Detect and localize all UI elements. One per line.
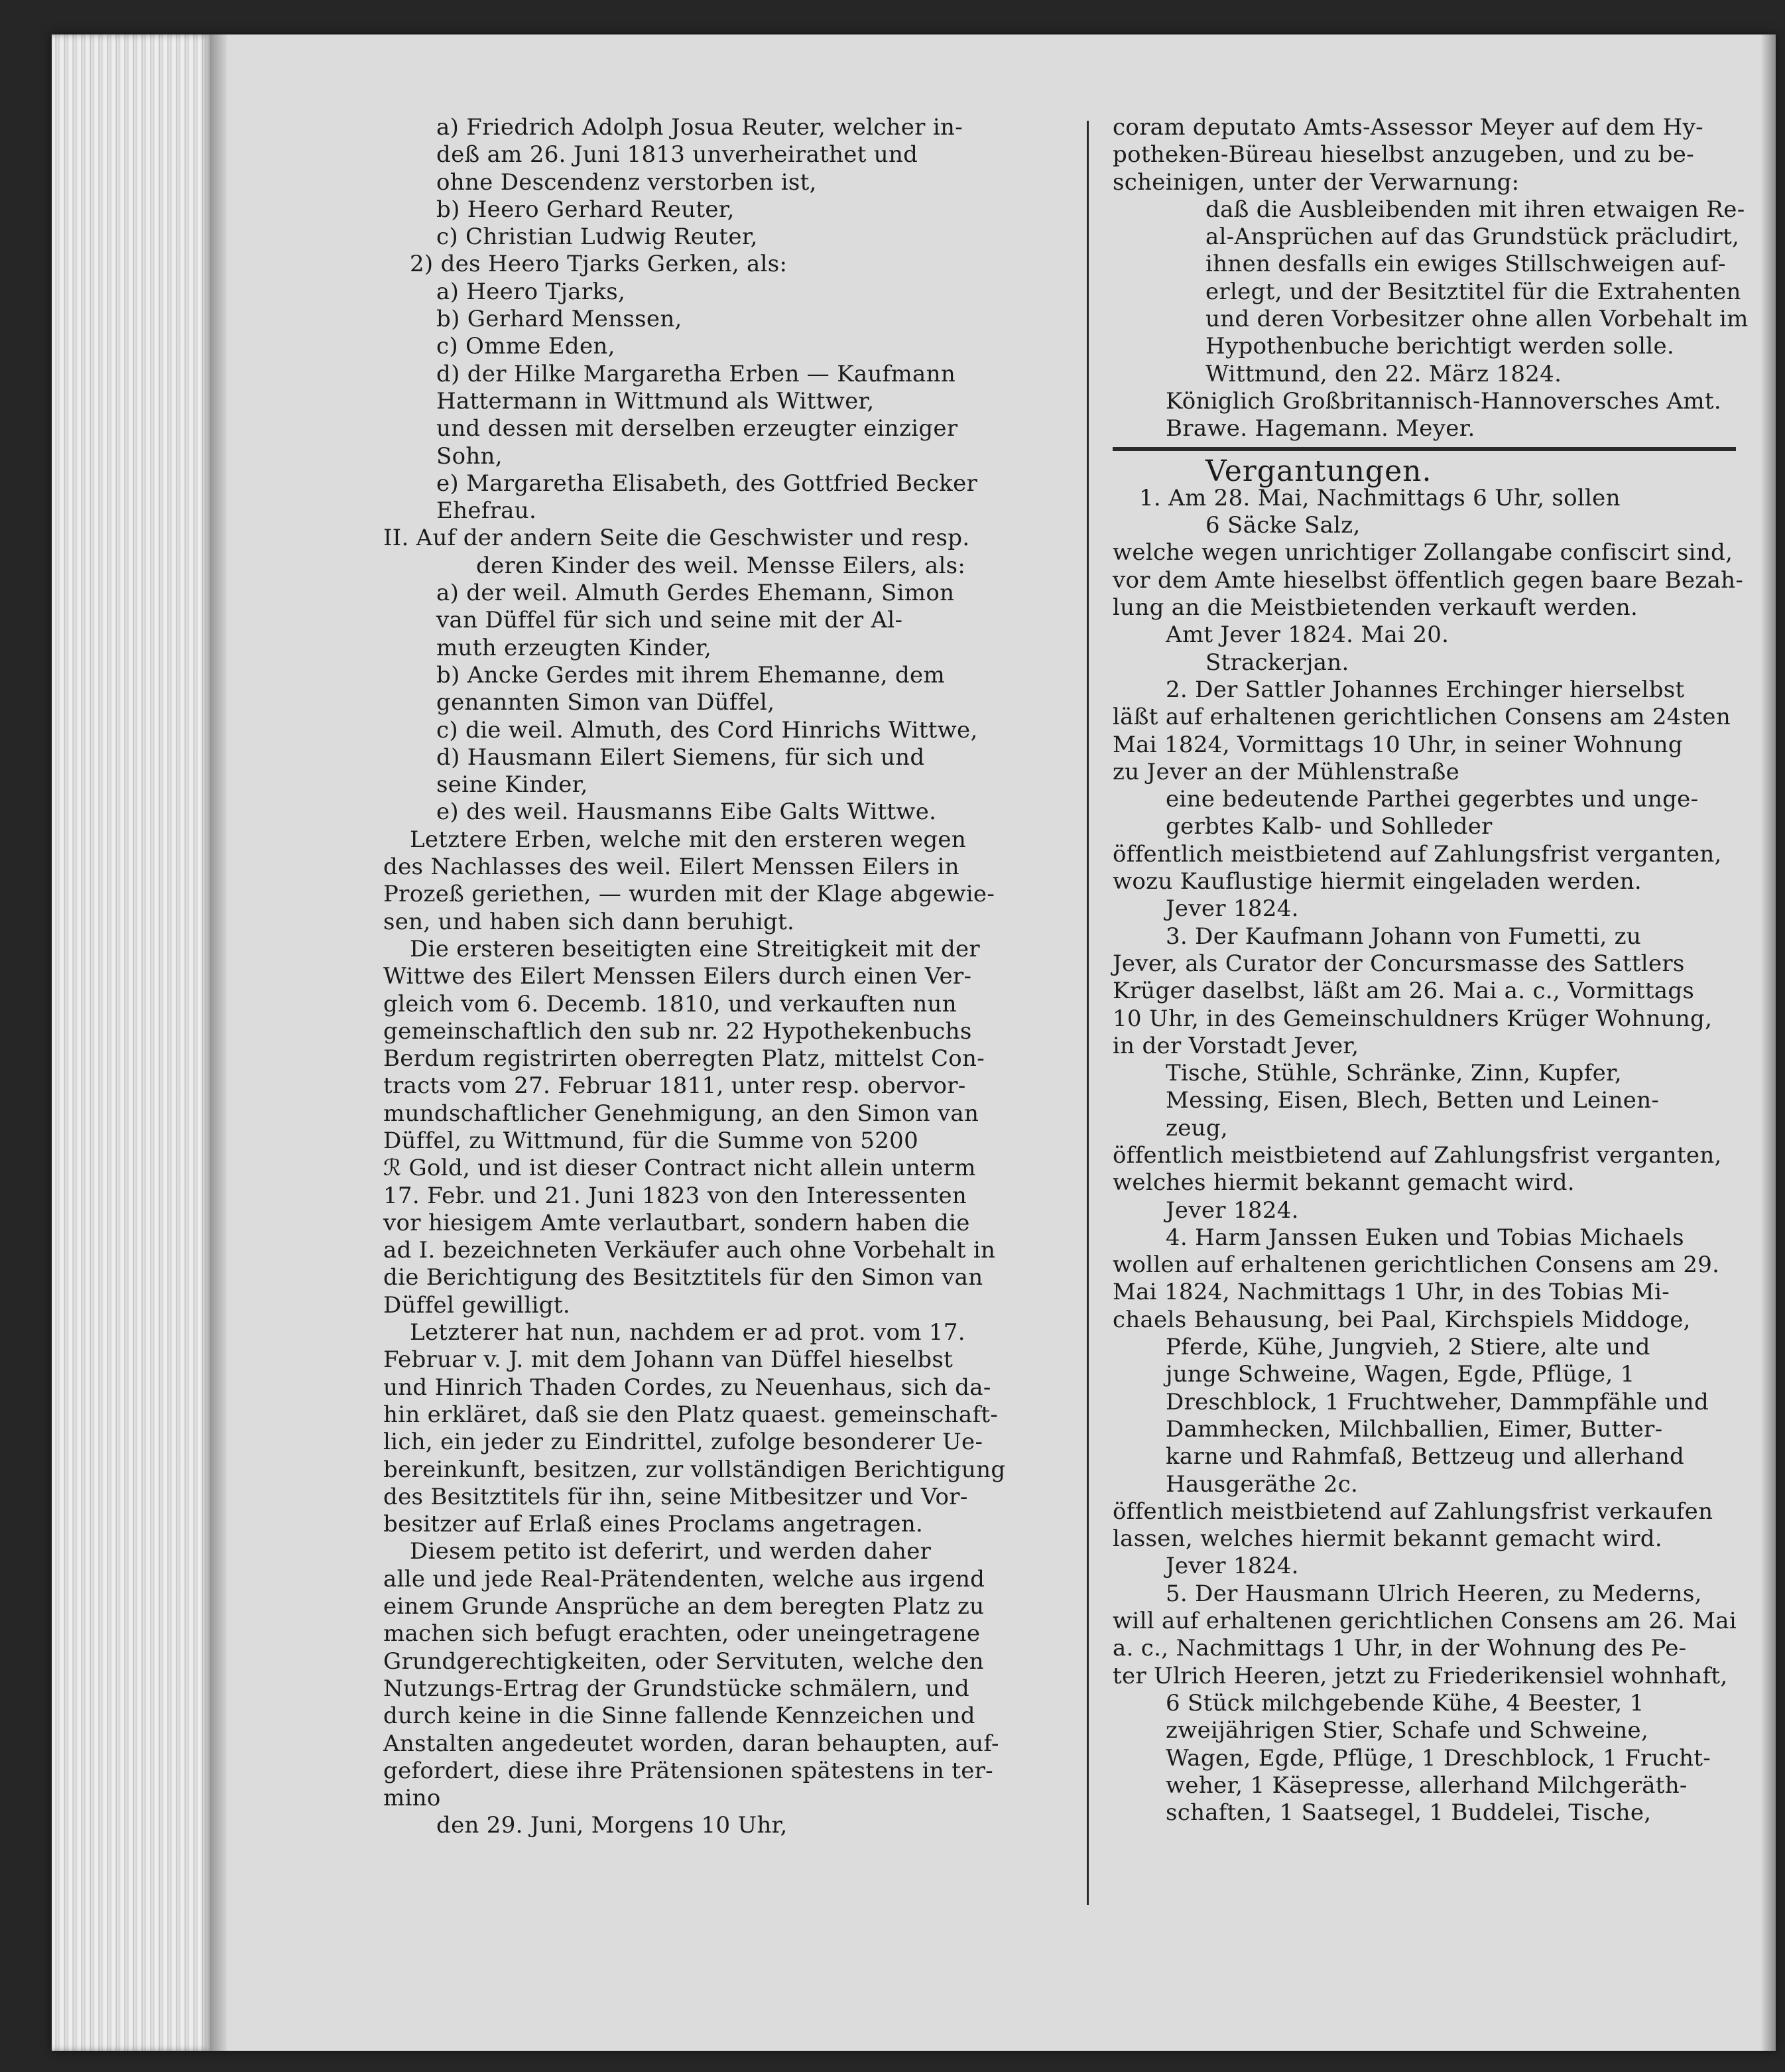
section-rule (1113, 447, 1736, 451)
text-line: a. c., Nachmittags 1 Uhr, in der Wohnung des Pe- (1113, 1635, 1687, 1662)
text-line: ohne Descendenz verstorben ist, (436, 168, 817, 196)
text-line: junge Schweine, Wagen, Egde, Pflüge, 1 (1166, 1361, 1635, 1388)
text-line: deß am 26. Juni 1813 unverheirathet und (436, 141, 918, 168)
text-line: scheinigen, unter der Verwarnung: (1113, 168, 1520, 196)
text-line: welches hiermit bekannt gemacht wird. (1113, 1169, 1575, 1197)
text-line: weher, 1 Käsepresse, allerhand Milchgeräth- (1166, 1772, 1688, 1799)
left-column (383, 114, 1086, 1840)
text-line: genannten Simon van Düffel, (436, 689, 775, 716)
text-line: gemeinschaftlich den sub nr. 22 Hypothekenbuchs (383, 1017, 972, 1045)
text-line: a) Friedrich Adolph Josua Reuter, welcher in- (436, 114, 963, 141)
text-line: und Hinrich Thaden Cordes, zu Neuenhaus, sich da- (383, 1374, 991, 1401)
text-line: eine bedeutende Parthei gegerbtes und unge- (1166, 786, 1699, 813)
text-line: Prozeß geriethen, — wurden mit der Klage abgewie- (383, 881, 995, 908)
text-line: e) Margaretha Elisabeth, des Gottfried Becker (436, 470, 978, 497)
text-line: wollen auf erhaltenen gerichtlichen Consens am 29. (1113, 1252, 1720, 1279)
text-line: die Berichtigung des Besitztitels für den Simon van (383, 1264, 983, 1291)
text-line: 2. Der Sattler Johannes Erchinger hierselbst (1166, 676, 1685, 703)
text-line: Ehefrau. (436, 497, 537, 525)
text-line: b) Ancke Gerdes mit ihrem Ehemanne, dem (436, 661, 946, 688)
text-line: ihnen desfalls ein ewiges Stillschweigen auf- (1205, 251, 1726, 278)
text-line: Düffel, zu Wittmund, für die Summe von 5200 (383, 1127, 919, 1154)
column-divider (1087, 121, 1089, 1905)
text-line: 6 Säcke Salz, (1205, 512, 1361, 539)
text-line: deren Kinder des weil. Mensse Eilers, als: (476, 552, 966, 579)
text-line: Amt Jever 1824. Mai 20. (1166, 621, 1449, 649)
text-line: zweijährigen Stier, Schafe und Schweine, (1166, 1717, 1649, 1744)
book-page (52, 34, 1776, 2051)
text-line: gerbtes Kalb- und Sohlleder (1166, 813, 1493, 840)
text-line: coram deputato Amts-Assessor Meyer auf dem Hy- (1113, 114, 1703, 141)
text-line: Krüger daselbst, läßt am 26. Mai a. c., Vormittags (1113, 978, 1695, 1005)
text-line: öffentlich meistbietend auf Zahlungsfrist verganten, (1113, 840, 1722, 868)
text-line: lassen, welches hiermit bekannt gemacht wird. (1113, 1525, 1662, 1553)
text-line: ad I. bezeichneten Verkäufer auch ohne Vorbehalt in (383, 1237, 996, 1264)
text-line: öffentlich meistbietend auf Zahlungsfrist verkaufen (1113, 1498, 1713, 1525)
text-line: bereinkunft, besitzen, zur vollständigen Berichtigung (383, 1456, 1006, 1483)
text-line: Brawe. Hagemann. Meyer. (1166, 415, 1475, 442)
text-line: 10 Uhr, in des Gemeinschuldners Krüger Wohnung, (1113, 1005, 1713, 1032)
text-line: wozu Kauflustige hiermit eingeladen werden. (1113, 868, 1642, 895)
text-line: gefordert, diese ihre Prätensionen spätestens in ter- (383, 1757, 993, 1784)
text-line: c) die weil. Almuth, des Cord Hinrichs Wittwe, (436, 716, 978, 744)
text-line: ℛ Gold, und ist dieser Contract nicht allein unterm (383, 1155, 976, 1182)
text-line: Jever, als Curator der Concursmasse des Sattlers (1113, 950, 1685, 977)
text-line: lung an die Meistbietenden verkauft werden. (1113, 594, 1638, 621)
text-line: Messing, Eisen, Blech, Betten und Leinen- (1166, 1087, 1660, 1114)
text-line: karne und Rahmfaß, Bettzeug und allerhand (1166, 1443, 1685, 1470)
text-line: muth erzeugten Kinder, (436, 634, 712, 661)
text-line: Strackerjan. (1205, 649, 1349, 676)
text-line: Nutzungs-Ertrag der Grundstücke schmälern, und (383, 1675, 970, 1702)
text-line: tracts vom 27. Februar 1811, unter resp. obervor- (383, 1072, 966, 1100)
text-line: Wagen, Egde, Pflüge, 1 Dreschblock, 1 Frucht- (1166, 1744, 1711, 1772)
text-line: will auf erhaltenen gerichtlichen Consens am 26. Mai (1113, 1608, 1737, 1635)
text-line: 2) des Heero Tjarks Gerken, als: (410, 251, 788, 278)
text-line: e) des weil. Hausmanns Eibe Galts Wittwe. (436, 799, 937, 826)
text-line: in der Vorstadt Jever, (1113, 1032, 1359, 1059)
text-line: welche wegen unrichtiger Zollangabe confiscirt sind, (1113, 539, 1733, 566)
text-line: durch keine in die Sinne fallende Kennzeichen und (383, 1703, 975, 1730)
text-line: Grundgerechtigkeiten, oder Servituten, welche den (383, 1648, 984, 1675)
text-line: schaften, 1 Saatsegel, 1 Buddelei, Tische, (1166, 1799, 1652, 1827)
text-line: zeug, (1166, 1114, 1229, 1141)
text-line: c) Omme Eden, (436, 333, 615, 360)
text-line: Sohn, (436, 442, 503, 470)
text-line: Wittmund, den 22. März 1824. (1205, 360, 1562, 387)
text-line: Hausgeräthe 2c. (1166, 1470, 1359, 1498)
text-line: c) Christian Ludwig Reuter, (436, 224, 758, 251)
text-line: erlegt, und der Besitztitel für die Extrahenten (1205, 278, 1741, 305)
auction-notices (1113, 485, 1776, 1827)
text-line: 6 Stück milchgebende Kühe, 4 Beester, 1 (1166, 1689, 1644, 1716)
text-line: mino (383, 1785, 441, 1812)
text-line: hin erkläret, daß sie den Platz quaest. gemeinschaft- (383, 1401, 999, 1428)
text-line: d) der Hilke Margaretha Erben — Kaufmann (436, 360, 956, 387)
text-line: besitzer auf Erlaß eines Proclams angetragen. (383, 1511, 924, 1538)
text-line: Düffel gewilligt. (383, 1291, 570, 1319)
text-line: alle und jede Real-Prätendenten, welche aus irgend (383, 1565, 985, 1592)
text-line: potheken-Büreau hieselbst anzugeben, und zu be- (1113, 141, 1694, 168)
text-line: Pferde, Kühe, Jungvieh, 2 Stiere, alte und (1166, 1334, 1650, 1361)
text-line: Letztere Erben, welche mit den ersteren wegen (410, 826, 967, 853)
page-text (52, 34, 1776, 2051)
text-line: und dessen mit derselben erzeugter einziger (436, 415, 958, 442)
text-line: des Besitztitels für ihn, seine Mitbesitzer und Vor- (383, 1483, 968, 1510)
text-line: Tische, Stühle, Schränke, Zinn, Kupfer, (1166, 1060, 1622, 1087)
text-line: b) Gerhard Menssen, (436, 306, 682, 333)
text-line: machen sich befugt erachten, oder uneingetragene (383, 1620, 981, 1648)
text-line: vor dem Amte hieselbst öffentlich gegen baare Bezah- (1113, 566, 1744, 594)
text-line: Dammhecken, Milchballien, Eimer, Butter- (1166, 1415, 1663, 1443)
text-line: gleich vom 6. Decemb. 1810, und verkauften nun (383, 990, 957, 1017)
text-line: van Düffel für sich und seine mit der Al- (436, 607, 903, 634)
text-line: zu Jever an der Mühlenstraße (1113, 758, 1460, 785)
text-line: a) der weil. Almuth Gerdes Ehemann, Simon (436, 580, 955, 607)
text-line: seine Kinder, (436, 771, 588, 799)
text-line: daß die Ausbleibenden mit ihren etwaigen Re- (1205, 196, 1745, 223)
text-line: 3. Der Kaufmann Johann von Fumetti, zu (1166, 923, 1642, 950)
text-line: Berdum registrirten oberregten Platz, mittelst Con- (383, 1045, 985, 1072)
text-line: 5. Der Hausmann Ulrich Heeren, zu Mederns, (1166, 1580, 1702, 1607)
text-line: al-Ansprüchen auf das Grundstück präcludirt, (1205, 224, 1740, 251)
text-line: Letzterer hat nun, nachdem er ad prot. vom 17. (410, 1319, 965, 1346)
text-line: und deren Vorbesitzer ohne allen Vorbehalt im (1205, 306, 1749, 333)
right-column (1113, 114, 1776, 1827)
text-line: 17. Febr. und 21. Juni 1823 von den Interessenten (383, 1182, 967, 1209)
text-line: Jever 1824. (1166, 1197, 1299, 1224)
text-line: Februar v. J. mit dem Johann van Düffel hieselbst (383, 1346, 954, 1374)
text-line: des Nachlasses des weil. Eilert Menssen Eilers in (383, 854, 959, 881)
text-line: läßt auf erhaltenen gerichtlichen Consens am 24sten (1113, 704, 1731, 731)
text-line: Mai 1824, Vormittags 10 Uhr, in seiner Wohnung (1113, 731, 1683, 758)
text-line: Hypothenbuche berichtigt werden solle. (1205, 333, 1674, 360)
proclamation-continuation (1113, 114, 1776, 443)
text-line: II. Auf der andern Seite die Geschwister und resp. (383, 525, 970, 552)
text-line: mundschaftlicher Genehmigung, an den Simon van (383, 1100, 979, 1127)
text-line: Dreschblock, 1 Fruchtweher, Dammpfähle und (1166, 1388, 1709, 1415)
text-line: Jever 1824. (1166, 895, 1299, 923)
text-line: 4. Harm Janssen Euken und Tobias Michaels (1166, 1224, 1684, 1251)
text-line: ter Ulrich Heeren, jetzt zu Friederikensiel wohnhaft, (1113, 1662, 1728, 1689)
text-line: Mai 1824, Nachmittags 1 Uhr, in des Tobias Mi- (1113, 1279, 1670, 1306)
text-line: öffentlich meistbietend auf Zahlungsfrist verganten, (1113, 1141, 1722, 1169)
text-line: d) Hausmann Eilert Siemens, für sich und (436, 744, 925, 771)
text-line: Diesem petito ist deferirt, und werden daher (410, 1538, 932, 1565)
text-line: Hattermann in Wittmund als Wittwer, (436, 387, 875, 415)
text-line: vor hiesigem Amte verlautbart, sondern haben die (383, 1209, 970, 1236)
text-line: sen, und haben sich dann beruhigt. (383, 908, 795, 935)
text-line: Jever 1824. (1166, 1553, 1299, 1580)
text-line: den 29. Juni, Morgens 10 Uhr, (436, 1812, 788, 1839)
text-line: Die ersteren beseitigten eine Streitigkeit mit der (410, 935, 980, 962)
text-line: Wittwe des Eilert Menssen Eilers durch einen Ver- (383, 963, 972, 990)
text-line: einem Grunde Ansprüche an dem beregten Platz zu (383, 1593, 985, 1620)
text-line: chaels Behausung, bei Paal, Kirchspiels Middoge, (1113, 1306, 1691, 1333)
text-line: a) Heero Tjarks, (436, 278, 626, 305)
text-line: 1. Am 28. Mai, Nachmittags 6 Uhr, sollen (1139, 484, 1621, 511)
text-line: Anstalten angedeutet worden, daran behaupten, auf- (383, 1730, 999, 1757)
text-line: Königlich Großbritannisch-Hannoversches Amt. (1166, 387, 1721, 415)
section-heading: Vergantungen. (1205, 454, 1432, 488)
text-line: b) Heero Gerhard Reuter, (436, 196, 735, 223)
text-line: lich, ein jeder zu Eindrittel, zufolge besonderer Ue- (383, 1429, 983, 1456)
